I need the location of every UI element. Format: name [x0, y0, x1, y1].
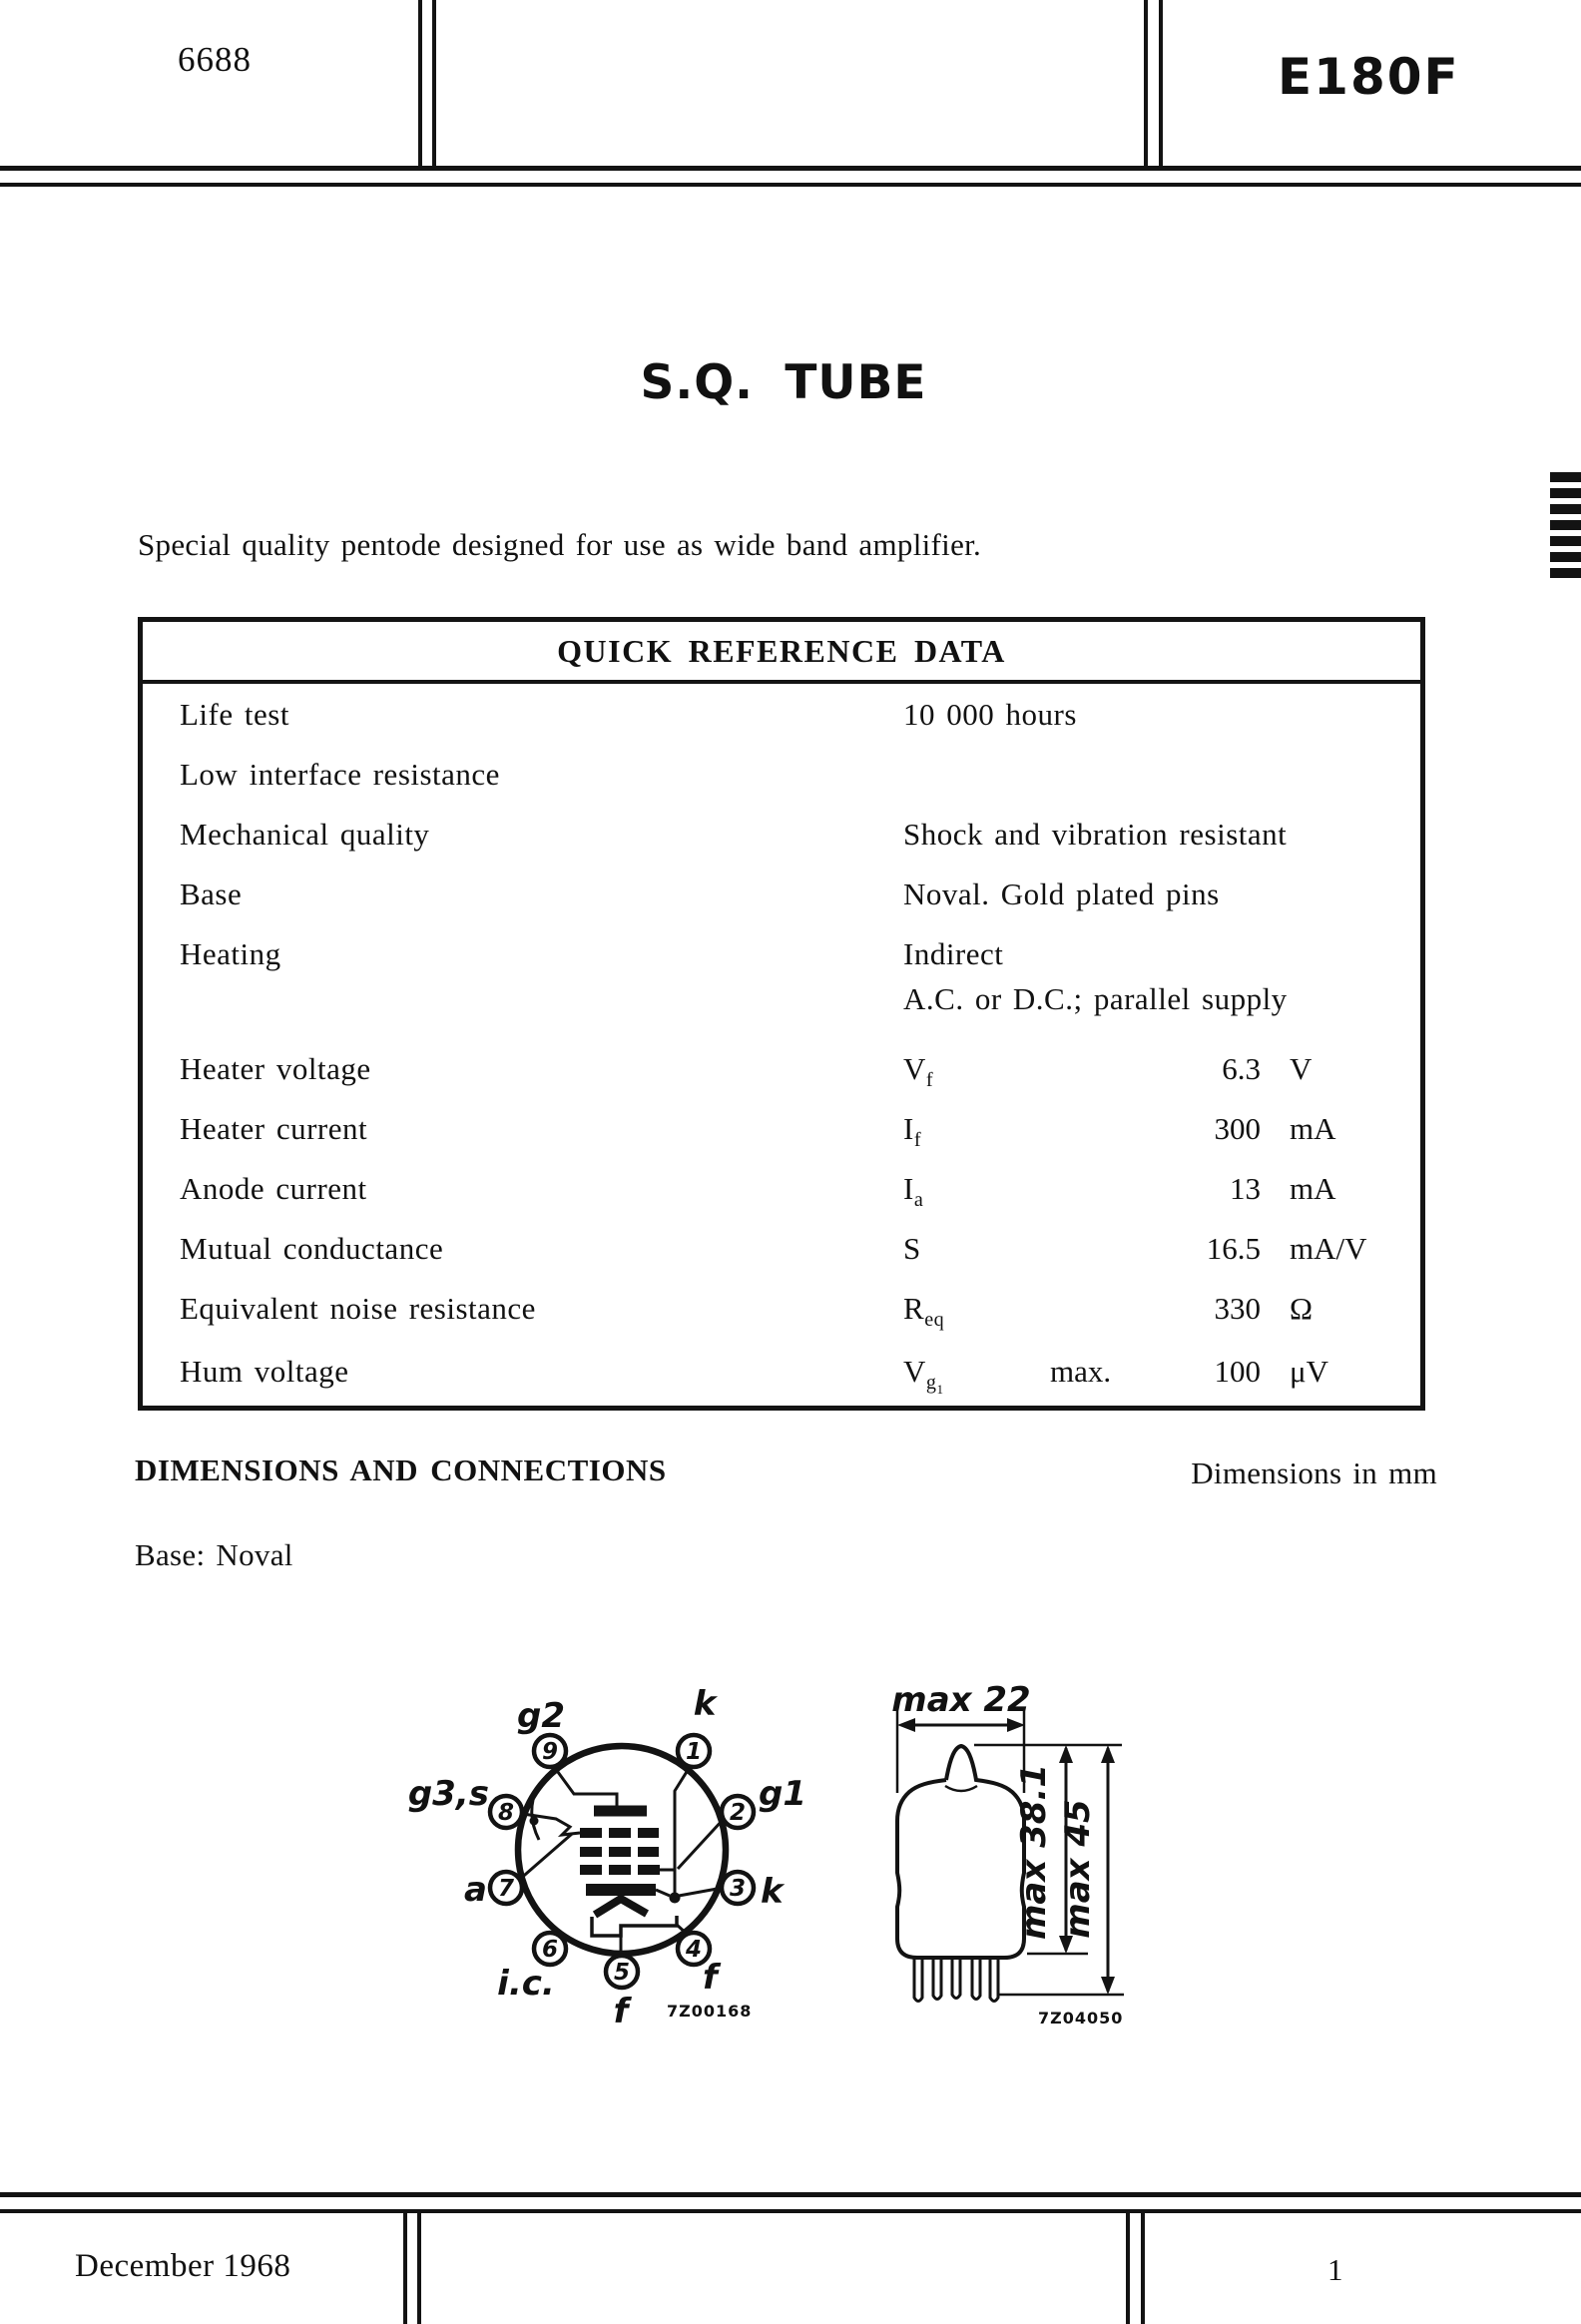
- pin-number: 3: [729, 1876, 747, 1902]
- table-row: [143, 1171, 1420, 1217]
- footer-rule: [0, 2209, 1581, 2213]
- dimensions-unit-note: Dimensions in mm: [1191, 1455, 1437, 1490]
- base-type-note: Base: Noval: [135, 1537, 293, 1572]
- description-text: Special quality pentode designed for use as wide band amplifier.: [138, 527, 982, 562]
- table-row: [143, 1231, 1420, 1277]
- header-box-divider-line: [418, 0, 422, 168]
- junction-dot: [530, 1817, 539, 1826]
- pin-number: 2: [729, 1800, 747, 1826]
- page-title: S.Q. TUBE: [640, 355, 927, 410]
- tube-outline-drawing: [891, 1680, 1124, 2028]
- pin-number: 9: [541, 1739, 559, 1765]
- thumb-index-bar: [1550, 472, 1581, 482]
- row-symbol: $R_{eq}$: [903, 1291, 945, 1332]
- tube-alt-type-number: 6688: [178, 40, 252, 79]
- row-number: 100: [1214, 1354, 1261, 1389]
- pin-number: 7: [497, 1876, 515, 1902]
- pin-3-label: k: [761, 1872, 784, 1912]
- pin-7-label: a: [464, 1870, 487, 1910]
- thumb-index-bar: [1550, 552, 1581, 562]
- body-height-dimension-label: max 38.1: [1014, 1763, 1054, 1941]
- table-row-continuation: [143, 981, 1420, 1027]
- table-title: QUICK REFERENCE DATA: [143, 622, 1420, 684]
- width-dimension-label: max 22: [891, 1680, 1031, 1720]
- overall-height-dimension-label: max 45: [1058, 1799, 1098, 1939]
- footer-rule: [0, 2192, 1581, 2197]
- row-symbol: $I_f$: [903, 1111, 922, 1152]
- row-label: Hum voltage: [180, 1354, 349, 1389]
- pinout-diagram: [408, 1684, 806, 2032]
- row-label: Life test: [180, 697, 289, 732]
- row-label: Heating: [180, 936, 281, 971]
- row-unit: μV: [1290, 1354, 1329, 1389]
- row-unit: mA: [1290, 1171, 1336, 1206]
- tube-type-number: E180F: [1278, 48, 1460, 106]
- pin-4-label: f: [703, 1958, 718, 1998]
- footer-box-divider-line: [1141, 2213, 1145, 2324]
- tube-pins: [914, 1958, 998, 2002]
- thumb-index-bar: [1550, 488, 1581, 498]
- issue-date: December 1968: [75, 2248, 291, 2284]
- row-symbol: $V_{g_1}$: [903, 1354, 944, 1398]
- bulb-outline: [897, 1746, 1024, 1958]
- header-rule: [0, 183, 1581, 187]
- row-number: 300: [1214, 1111, 1261, 1146]
- row-qualifier: max.: [1050, 1354, 1112, 1389]
- pin-number: 1: [685, 1739, 703, 1765]
- row-label: Anode current: [180, 1171, 367, 1206]
- row-symbol: S: [903, 1231, 921, 1266]
- table-row: [143, 1111, 1420, 1157]
- row-value: 10 000 hours: [903, 697, 1077, 732]
- row-value: Shock and vibration resistant: [903, 817, 1288, 852]
- pinout-drawing-code: 7Z00168: [667, 2002, 753, 2021]
- row-value: Indirect: [903, 936, 1004, 971]
- pin-9-label: g2: [517, 1696, 565, 1736]
- row-unit: V: [1290, 1051, 1313, 1086]
- row-unit: mA: [1290, 1111, 1336, 1146]
- row-unit: Ω: [1290, 1291, 1314, 1326]
- row-label: Mutual conductance: [180, 1231, 444, 1266]
- pin-number: 4: [685, 1937, 703, 1963]
- header-box-divider-line: [1144, 0, 1148, 168]
- junction-dot: [670, 1893, 681, 1904]
- table-row: [143, 697, 1420, 743]
- pin-number: 5: [613, 1960, 631, 1986]
- row-number: 13: [1230, 1171, 1261, 1206]
- row-symbol: $V_f$: [903, 1051, 934, 1092]
- table-row: [143, 1051, 1420, 1097]
- row-label: Low interface resistance: [180, 757, 500, 792]
- section-heading: DIMENSIONS AND CONNECTIONS: [135, 1452, 667, 1487]
- header-box-divider-line: [432, 0, 436, 168]
- row-value: Noval. Gold plated pins: [903, 876, 1220, 911]
- thumb-index-bar: [1550, 520, 1581, 530]
- pin-5-label: f: [613, 1992, 629, 2032]
- pin-8-label: g3,s: [407, 1774, 489, 1814]
- row-number: 330: [1214, 1291, 1261, 1326]
- header-box-divider-line: [1159, 0, 1163, 168]
- pin-number: 8: [497, 1800, 515, 1826]
- table-row: [143, 936, 1420, 982]
- row-label: Heater voltage: [180, 1051, 371, 1086]
- outline-drawing-code: 7Z04050: [1038, 2009, 1124, 2028]
- row-label: Mechanical quality: [180, 817, 430, 852]
- table-row: [143, 817, 1420, 863]
- row-label: Heater current: [180, 1111, 368, 1146]
- dimensions-and-connections-figure: [359, 1627, 1258, 2056]
- thumb-index-bar: [1550, 568, 1581, 578]
- thumb-index-bar: [1550, 504, 1581, 514]
- row-symbol: $I_a$: [903, 1171, 924, 1212]
- table-row: [143, 1291, 1420, 1337]
- pin-2-label: g1: [759, 1774, 806, 1814]
- table-row: [143, 1354, 1420, 1400]
- row-number: 6.3: [1222, 1051, 1261, 1086]
- thumb-index-bar: [1550, 536, 1581, 546]
- footer-box-divider-line: [1126, 2213, 1130, 2324]
- page-number: 1: [1327, 2252, 1343, 2287]
- table-row: [143, 876, 1420, 922]
- header-rule: [0, 166, 1581, 171]
- row-value-line2: A.C. or D.C.; parallel supply: [903, 981, 1288, 1016]
- row-label: Equivalent noise resistance: [180, 1291, 536, 1326]
- row-unit: mA/V: [1290, 1231, 1367, 1266]
- footer-box-divider-line: [403, 2213, 407, 2324]
- table-row: [143, 757, 1420, 803]
- quick-reference-table: [138, 617, 1425, 1411]
- pin-number: 6: [541, 1937, 559, 1963]
- pin-6-label: i.c.: [497, 1964, 555, 2004]
- footer-box-divider-line: [417, 2213, 421, 2324]
- row-number: 16.5: [1206, 1231, 1261, 1266]
- row-label: Base: [180, 876, 243, 911]
- pin-1-label: k: [693, 1684, 717, 1724]
